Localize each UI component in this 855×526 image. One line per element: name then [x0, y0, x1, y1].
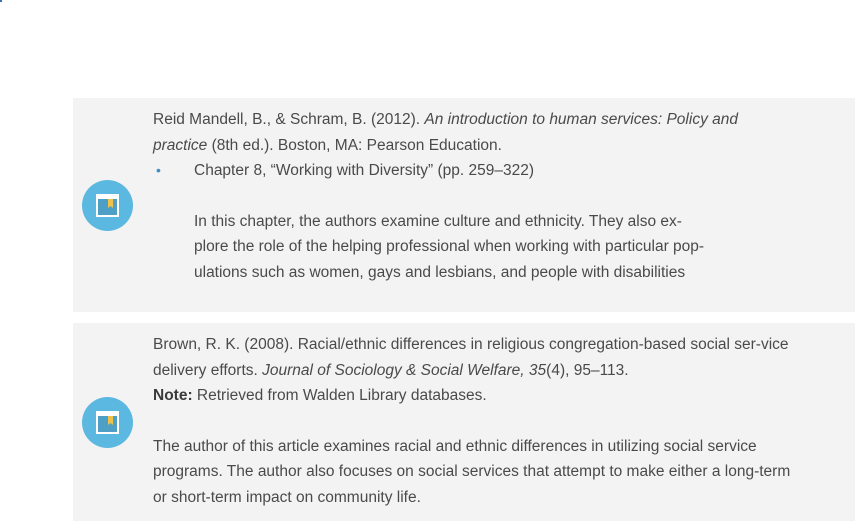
resource-card-1 [73, 98, 855, 312]
resource-description: The author of this article examines racial and ethnic differences in utilizing social service programs. The author also focuses on social services that attempt to make either a long-term or short-term impact on community life. [153, 437, 791, 506]
citation-rest: (4), 95–113. [546, 361, 629, 379]
resource-card-2 [73, 323, 855, 521]
citation-title: An introduction to human services: Policy and practice [153, 111, 738, 154]
citation-authors: Brown, R. K. (2008). Racial/ethnic differences in religious congregation-based social ser-vice delivery efforts. [153, 336, 789, 379]
note-text: Retrieved from Walden Library databases. [192, 387, 487, 404]
bullet-text: Chapter 8, “Working with Diversity” (pp. 259–322) [194, 162, 534, 179]
citation [153, 107, 793, 158]
resource-content-2 [153, 332, 793, 510]
citation-rest: (8th ed.). Boston, MA: Pearson Education. [207, 136, 502, 154]
list-item [153, 158, 793, 184]
book-icon [82, 180, 133, 231]
citation-journal: Journal of Sociology & Social Welfare, 35 [262, 361, 547, 379]
citation-authors: Reid Mandell, B., & Schram, B. (2012). [153, 111, 425, 128]
citation [153, 332, 793, 383]
resource-content-1 [153, 107, 793, 285]
book-icon [82, 397, 133, 448]
bullet-icon: • [156, 162, 161, 178]
note [153, 383, 793, 409]
resource-description: In this chapter, the authors examine culture and ethnicity. They also ex-plore the role of the helping professional when working with particular pop-ulations such as women, gays and lesbians, and people with disabilities [194, 212, 705, 281]
corner-dot [0, 0, 2, 2]
note-label: Note: [153, 387, 193, 404]
